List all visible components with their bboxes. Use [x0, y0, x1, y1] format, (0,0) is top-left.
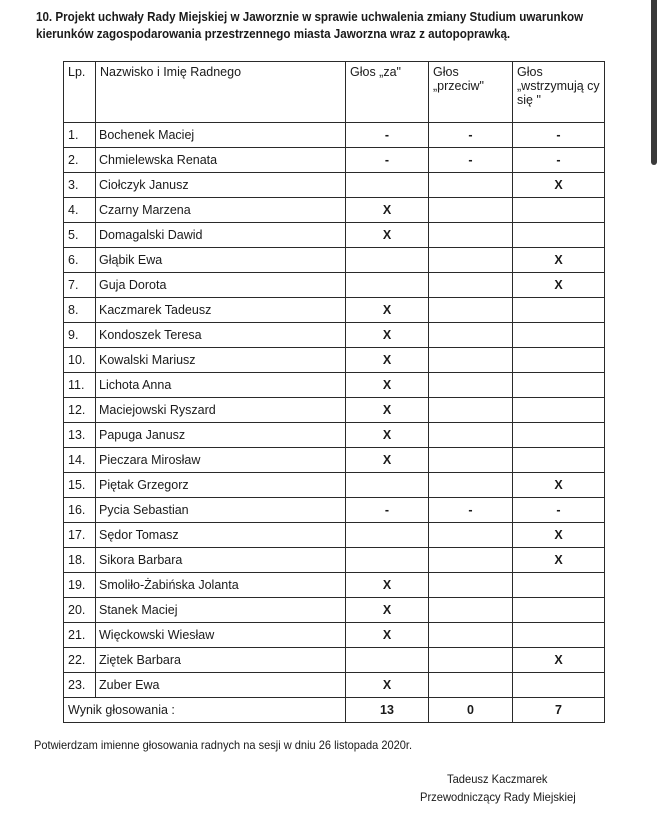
row-name: Więckowski Wiesław: [96, 623, 346, 648]
row-lp: 8.: [64, 298, 96, 323]
row-lp: 19.: [64, 573, 96, 598]
row-lp: 12.: [64, 398, 96, 423]
row-wstrzymuje: [513, 623, 605, 648]
row-przeciw: [429, 648, 513, 673]
row-name: Ciołczyk Janusz: [96, 173, 346, 198]
row-przeciw: [429, 523, 513, 548]
row-wstrzymuje: X: [513, 648, 605, 673]
row-za: X: [346, 423, 429, 448]
row-name: Zuber Ewa: [96, 673, 346, 698]
row-przeciw: -: [429, 498, 513, 523]
row-za: -: [346, 148, 429, 173]
row-przeciw: [429, 398, 513, 423]
signature-name: Tadeusz Kaczmarek: [447, 772, 548, 786]
table-row: [64, 173, 605, 198]
row-lp: 5.: [64, 223, 96, 248]
row-za: X: [346, 373, 429, 398]
total-przeciw: 0: [429, 698, 513, 723]
row-przeciw: [429, 173, 513, 198]
row-przeciw: [429, 198, 513, 223]
table-row: [64, 348, 605, 373]
row-za: X: [346, 298, 429, 323]
row-wstrzymuje: [513, 398, 605, 423]
row-lp: 4.: [64, 198, 96, 223]
header-name: Nazwisko i Imię Radnego: [96, 62, 346, 123]
total-wstrzymuje: 7: [513, 698, 605, 723]
table-row: [64, 198, 605, 223]
row-wstrzymuje: -: [513, 123, 605, 148]
header-wstrzymuje: Głos „wstrzymują cy się ": [513, 62, 605, 123]
row-przeciw: -: [429, 123, 513, 148]
row-name: Lichota Anna: [96, 373, 346, 398]
row-za: X: [346, 348, 429, 373]
row-za: [346, 273, 429, 298]
row-przeciw: [429, 573, 513, 598]
row-za: X: [346, 198, 429, 223]
row-name: Pycia Sebastian: [96, 498, 346, 523]
table-header-row: [64, 62, 605, 123]
table-row: [64, 423, 605, 448]
header-przeciw: Głos „przeciw": [429, 62, 513, 123]
table-row: [64, 673, 605, 698]
row-za: X: [346, 448, 429, 473]
row-przeciw: [429, 448, 513, 473]
row-za: [346, 523, 429, 548]
row-lp: 1.: [64, 123, 96, 148]
row-name: Kaczmarek Tadeusz: [96, 298, 346, 323]
row-wstrzymuje: [513, 223, 605, 248]
row-przeciw: -: [429, 148, 513, 173]
row-wstrzymuje: [513, 373, 605, 398]
row-name: Sikora Barbara: [96, 548, 346, 573]
row-wstrzymuje: X: [513, 548, 605, 573]
table-row: [64, 298, 605, 323]
totals-row: [64, 698, 605, 723]
row-lp: 9.: [64, 323, 96, 348]
row-lp: 18.: [64, 548, 96, 573]
table-row: [64, 223, 605, 248]
table-row: [64, 448, 605, 473]
row-wstrzymuje: X: [513, 248, 605, 273]
confirmation-text: Potwierdzam imienne głosowania radnych na sesji w dniu 26 listopada 2020r.: [34, 738, 413, 752]
row-za: X: [346, 598, 429, 623]
row-lp: 2.: [64, 148, 96, 173]
row-lp: 23.: [64, 673, 96, 698]
row-name: Domagalski Dawid: [96, 223, 346, 248]
heading-line-1: 10. Projekt uchwały Rady Miejskiej w Jaworznie w sprawie uchwalenia zmiany Studium uwarunkow: [36, 10, 584, 24]
table-row: [64, 123, 605, 148]
table-row: [64, 523, 605, 548]
row-przeciw: [429, 598, 513, 623]
row-przeciw: [429, 273, 513, 298]
row-name: Ziętek Barbara: [96, 648, 346, 673]
row-name: Smoliło-Żabińska Jolanta: [96, 573, 346, 598]
signature-title: Przewodniczący Rady Miejskiej: [420, 790, 576, 804]
row-przeciw: [429, 223, 513, 248]
row-wstrzymuje: [513, 423, 605, 448]
row-za: X: [346, 398, 429, 423]
table-row: [64, 273, 605, 298]
row-lp: 22.: [64, 648, 96, 673]
row-przeciw: [429, 423, 513, 448]
row-wstrzymuje: [513, 198, 605, 223]
row-name: Kowalski Mariusz: [96, 348, 346, 373]
table-row: [64, 598, 605, 623]
table-body: [64, 123, 605, 723]
row-lp: 10.: [64, 348, 96, 373]
row-za: X: [346, 623, 429, 648]
table-row: [64, 548, 605, 573]
row-name: Sędor Tomasz: [96, 523, 346, 548]
row-za: [346, 473, 429, 498]
row-wstrzymuje: [513, 348, 605, 373]
row-za: -: [346, 498, 429, 523]
table-row: [64, 373, 605, 398]
row-przeciw: [429, 348, 513, 373]
row-lp: 21.: [64, 623, 96, 648]
row-wstrzymuje: -: [513, 148, 605, 173]
row-wstrzymuje: X: [513, 473, 605, 498]
row-lp: 7.: [64, 273, 96, 298]
row-lp: 3.: [64, 173, 96, 198]
table-row: [64, 398, 605, 423]
row-przeciw: [429, 373, 513, 398]
row-lp: 15.: [64, 473, 96, 498]
table-row: [64, 573, 605, 598]
row-wstrzymuje: [513, 598, 605, 623]
row-lp: 11.: [64, 373, 96, 398]
row-przeciw: [429, 548, 513, 573]
row-za: X: [346, 223, 429, 248]
row-wstrzymuje: [513, 573, 605, 598]
row-name: Papuga Janusz: [96, 423, 346, 448]
row-za: [346, 173, 429, 198]
row-name: Bochenek Maciej: [96, 123, 346, 148]
row-lp: 6.: [64, 248, 96, 273]
row-wstrzymuje: X: [513, 273, 605, 298]
table-row: [64, 498, 605, 523]
row-lp: 14.: [64, 448, 96, 473]
row-za: -: [346, 123, 429, 148]
row-wstrzymuje: [513, 298, 605, 323]
header-za: Głos „za": [346, 62, 429, 123]
row-przeciw: [429, 623, 513, 648]
row-przeciw: [429, 473, 513, 498]
scrollbar[interactable]: [651, 0, 657, 165]
row-przeciw: [429, 673, 513, 698]
row-za: X: [346, 673, 429, 698]
row-wstrzymuje: [513, 323, 605, 348]
table-row: [64, 248, 605, 273]
row-wstrzymuje: -: [513, 498, 605, 523]
row-name: Głąbik Ewa: [96, 248, 346, 273]
row-lp: 13.: [64, 423, 96, 448]
row-lp: 16.: [64, 498, 96, 523]
heading-line-2: kierunków zagospodarowania przestrzennego miasta Jaworzna wraz z autopoprawką.: [36, 27, 511, 41]
row-przeciw: [429, 323, 513, 348]
header-lp: Lp.: [64, 62, 96, 123]
row-za: [346, 648, 429, 673]
totals-label: Wynik głosowania :: [64, 698, 346, 723]
row-lp: 20.: [64, 598, 96, 623]
table-row: [64, 323, 605, 348]
row-name: Piętak Grzegorz: [96, 473, 346, 498]
row-wstrzymuje: [513, 673, 605, 698]
row-za: [346, 248, 429, 273]
table-row: [64, 648, 605, 673]
row-name: Stanek Maciej: [96, 598, 346, 623]
row-name: Czarny Marzena: [96, 198, 346, 223]
row-name: Guja Dorota: [96, 273, 346, 298]
row-lp: 17.: [64, 523, 96, 548]
table-row: [64, 148, 605, 173]
row-name: Chmielewska Renata: [96, 148, 346, 173]
total-za: 13: [346, 698, 429, 723]
row-wstrzymuje: X: [513, 173, 605, 198]
row-za: [346, 548, 429, 573]
row-name: Pieczara Mirosław: [96, 448, 346, 473]
row-name: Maciejowski Ryszard: [96, 398, 346, 423]
row-przeciw: [429, 248, 513, 273]
row-za: X: [346, 323, 429, 348]
document-heading: [36, 9, 608, 43]
voting-table: [63, 61, 605, 723]
row-za: X: [346, 573, 429, 598]
table-row: [64, 473, 605, 498]
table-row: [64, 623, 605, 648]
row-przeciw: [429, 298, 513, 323]
row-wstrzymuje: [513, 448, 605, 473]
row-name: Kondoszek Teresa: [96, 323, 346, 348]
row-wstrzymuje: X: [513, 523, 605, 548]
